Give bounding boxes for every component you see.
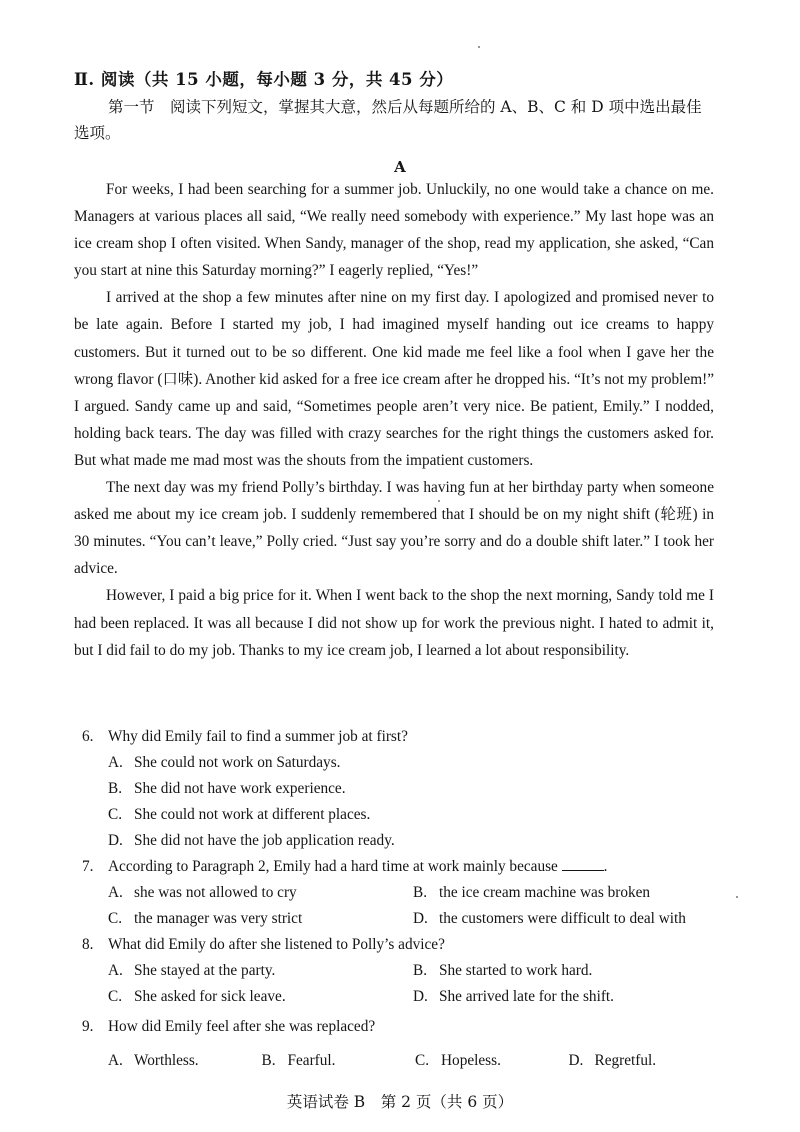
option-letter: B. bbox=[413, 884, 428, 901]
option-text: She started to work hard. bbox=[439, 962, 593, 979]
option-b[interactable] bbox=[262, 1048, 416, 1074]
option-letter: A. bbox=[108, 884, 123, 901]
option-b[interactable] bbox=[413, 880, 718, 906]
option-text: Worthless. bbox=[134, 1052, 199, 1069]
option-letter: D. bbox=[413, 988, 428, 1005]
option-d[interactable] bbox=[108, 828, 708, 854]
option-a[interactable] bbox=[108, 750, 708, 776]
passage-paragraph: I arrived at the shop a few minutes after nine on my first day. I apologized and promised never to be late again. Before I started my job, I had imagined myself handing out ice creams to happy customers. But it turned out to be so different. One kid made me feel like a fool when I gave her the wrong flavor (口味). Another kid asked for a free ice cream after he dropped his. “It’s not my problem!” I argued. Sandy came up and said, “Sometimes people aren’t very nice. Be patient, Emily.” I nodded, holding back tears. The day was filled with crazy searches for the right things the customers asked for. But what made me mad most was the shouts from the impatient customers. bbox=[74, 289, 714, 469]
question-7 bbox=[82, 854, 722, 932]
option-b[interactable] bbox=[108, 776, 708, 802]
option-c[interactable] bbox=[108, 906, 413, 932]
option-d[interactable] bbox=[569, 1048, 723, 1074]
question-list bbox=[82, 724, 722, 1074]
option-b[interactable] bbox=[413, 958, 718, 984]
option-text: She did not have work experience. bbox=[134, 780, 346, 797]
option-letter: C. bbox=[108, 988, 123, 1005]
option-d[interactable] bbox=[413, 906, 718, 932]
scan-speck bbox=[478, 46, 480, 48]
passage-paragraph: However, I paid a big price for it. When I went back to the shop the next morning, Sandy told me I had been replaced. It was all because I did not show up for work the previous night. I hated to admit it, but I did fail to do my job. Thanks to my ice cream job, I learned a lot about responsibility. bbox=[74, 587, 714, 659]
option-text: She stayed at the party. bbox=[134, 962, 276, 979]
question-stem bbox=[82, 854, 722, 880]
passage-paragraph: The next day was my friend Polly’s birthday. I was having fun at her birthday party when someone asked me about my ice cream job. I suddenly remembered that I should be on my night shift (轮班) in 30 minutes. “You can’t leave,” Polly cried. “Just say you’re sorry and do a double shift later.” I took her advice. bbox=[74, 479, 714, 578]
option-letter: A. bbox=[108, 754, 123, 771]
option-d[interactable] bbox=[413, 984, 718, 1010]
option-letter: C. bbox=[415, 1052, 430, 1069]
option-c[interactable] bbox=[108, 984, 413, 1010]
option-text: She could not work on Saturdays. bbox=[134, 754, 341, 771]
option-letter: C. bbox=[108, 910, 123, 927]
answer-blank[interactable] bbox=[562, 854, 604, 871]
option-text: Fearful. bbox=[287, 1052, 336, 1069]
question-stem bbox=[82, 1014, 722, 1040]
question-text: According to Paragraph 2, Emily had a hard time at work mainly because bbox=[108, 858, 558, 875]
question-6 bbox=[82, 724, 722, 854]
option-text: she was not allowed to cry bbox=[134, 884, 297, 901]
option-text: She asked for sick leave. bbox=[134, 988, 286, 1005]
option-a[interactable] bbox=[108, 880, 413, 906]
option-text: the manager was very strict bbox=[134, 910, 303, 927]
question-8 bbox=[82, 932, 722, 1010]
option-letter: A. bbox=[108, 962, 123, 979]
option-text: the customers were difficult to deal with bbox=[439, 910, 686, 927]
option-letter: B. bbox=[261, 1052, 276, 1069]
question-stem-end: . bbox=[603, 858, 608, 875]
question-9 bbox=[82, 1014, 722, 1074]
question-number: 8. bbox=[82, 936, 94, 953]
question-text: How did Emily feel after she was replaced? bbox=[108, 1018, 376, 1035]
question-stem bbox=[82, 724, 722, 750]
option-text: She did not have the job application ready. bbox=[134, 832, 395, 849]
option-a[interactable] bbox=[108, 1048, 262, 1074]
passage-label: A bbox=[394, 158, 406, 176]
option-text: She could not work at different places. bbox=[134, 806, 371, 823]
question-number: 7. bbox=[82, 858, 94, 875]
option-letter: B. bbox=[108, 780, 123, 797]
option-text: Hopeless. bbox=[441, 1052, 501, 1069]
option-letter: D. bbox=[413, 910, 428, 927]
option-text: the ice cream machine was broken bbox=[439, 884, 651, 901]
option-text: She arrived late for the shift. bbox=[439, 988, 615, 1005]
option-a[interactable] bbox=[108, 958, 413, 984]
option-letter: D. bbox=[108, 832, 123, 849]
option-letter: B. bbox=[413, 962, 428, 979]
section-instruction: 第一节 阅读下列短文，掌握其大意，然后从每题所给的 A、B、C 和 D 项中选出最佳选项。 bbox=[74, 98, 702, 142]
option-text: Regretful. bbox=[594, 1052, 657, 1069]
option-letter: C. bbox=[108, 806, 123, 823]
question-number: 6. bbox=[82, 728, 94, 745]
option-letter: D. bbox=[568, 1052, 584, 1069]
scan-speck bbox=[438, 500, 440, 502]
section-title: Ⅱ. 阅读（共 15 小题，每小题 3 分，共 45 分） bbox=[74, 70, 454, 89]
page-footer: 英语试卷 B 第 2 页（共 6 页） bbox=[286, 1093, 514, 1111]
question-text: Why did Emily fail to find a summer job at first? bbox=[108, 728, 408, 745]
scan-speck bbox=[736, 896, 738, 898]
option-c[interactable] bbox=[415, 1048, 569, 1074]
option-c[interactable] bbox=[108, 802, 708, 828]
question-number: 9. bbox=[82, 1018, 94, 1035]
reading-passage bbox=[74, 176, 714, 664]
passage-paragraph: For weeks, I had been searching for a summer job. Unluckily, no one would take a chance on me. Managers at various places all said, “We really need somebody with experience.” My last hope was an ice cream shop I often visited. When Sandy, manager of the shop, read my application, she asked, “Can you start at nine this Saturday morning?” I eagerly replied, “Yes!” bbox=[74, 181, 714, 280]
question-stem bbox=[82, 932, 722, 958]
question-text: What did Emily do after she listened to Polly’s advice? bbox=[108, 936, 445, 953]
option-letter: A. bbox=[108, 1052, 123, 1069]
